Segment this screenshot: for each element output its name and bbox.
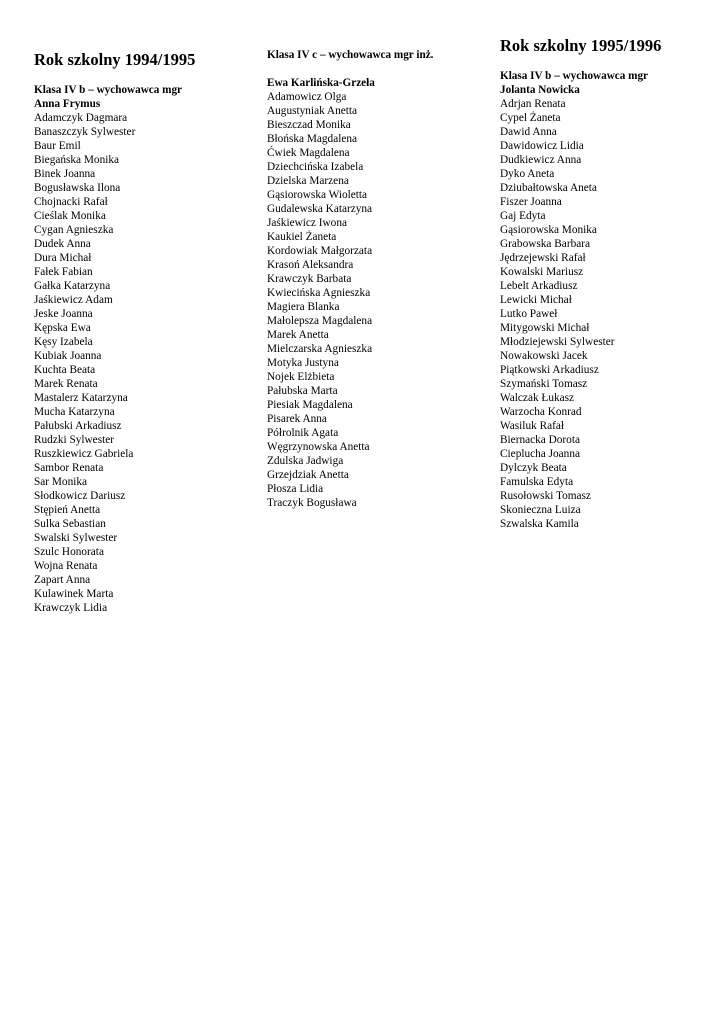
student-name: Ruszkiewicz Gabriela	[34, 448, 134, 460]
student-name: Rusołowski Tomasz	[500, 490, 591, 502]
student-name: Famulska Edyta	[500, 476, 574, 488]
student-name: Nowakowski Jacek	[500, 350, 588, 362]
student-name: Mitygowski Michał	[500, 322, 590, 334]
student-name: Dawid Anna	[500, 126, 557, 138]
student-name: Krawczyk Lidia	[34, 602, 108, 614]
student-name: Marek Anetta	[267, 329, 329, 341]
class-heading: Klasa IV b – wychowawca mgr	[34, 84, 183, 96]
student-name: Grabowska Barbara	[500, 238, 591, 250]
student-name: Dura Michał	[34, 252, 92, 264]
student-name: Słodkowicz Dariusz	[34, 490, 126, 502]
student-name: Płosza Lidia	[267, 483, 324, 495]
student-name: Pisarek Anna	[267, 413, 327, 425]
student-name: Dylczyk Beata	[500, 462, 567, 474]
student-name: Kowalski Mariusz	[500, 266, 584, 278]
student-name: Mielczarska Agnieszka	[267, 343, 373, 355]
student-name: Kęsy Izabela	[34, 336, 93, 348]
year-heading: Rok szkolny 1995/1996	[500, 36, 662, 55]
student-name: Nojek Elżbieta	[267, 371, 335, 383]
student-name: Dziubałtowska Aneta	[500, 182, 597, 194]
student-name: Chojnacki Rafał	[34, 196, 108, 208]
student-name: Cieślak Monika	[34, 210, 106, 222]
class-section-1994-ivc	[267, 48, 482, 510]
student-name: Banaszczyk Sylwester	[34, 126, 136, 138]
student-name: Lutko Paweł	[500, 308, 558, 320]
student-name: Dawidowicz Lidia	[500, 140, 584, 152]
student-name: Dyko Aneta	[500, 168, 555, 180]
student-name: Kuchta Beata	[34, 364, 96, 376]
student-name: Pałubski Arkadiusz	[34, 420, 122, 432]
student-name: Gaj Edyta	[500, 210, 546, 222]
student-name: Mucha Katarzyna	[34, 406, 115, 418]
student-name: Młodziejewski Sylwester	[500, 336, 615, 348]
student-name: Wojna Renata	[34, 560, 98, 572]
student-name: Półrolnik Agata	[267, 427, 339, 439]
student-name: Gudalewska Katarzyna	[267, 203, 373, 215]
student-name: Marek Renata	[34, 378, 98, 390]
student-name: Zdulska Jadwiga	[267, 455, 344, 467]
student-name: Kulawinek Marta	[34, 588, 114, 600]
student-name: Kępska Ewa	[34, 322, 91, 334]
student-name: Gałka Katarzyna	[34, 280, 111, 292]
student-name: Stępień Anetta	[34, 504, 101, 516]
student-name: Jaśkiewicz Iwona	[267, 217, 347, 229]
class-heading: Klasa IV b – wychowawca mgr	[500, 70, 649, 82]
teacher-name: Jolanta Nowicka	[500, 84, 580, 96]
student-name: Dudkiewicz Anna	[500, 154, 582, 166]
student-name: Krasoń Aleksandra	[267, 259, 354, 271]
student-name: Grzejdziak Anetta	[267, 469, 349, 481]
student-name: Gąsiorowska Monika	[500, 224, 597, 236]
student-name: Zapart Anna	[34, 574, 91, 586]
student-name: Jaśkiewicz Adam	[34, 294, 113, 306]
student-name: Binek Joanna	[34, 168, 96, 180]
student-name: Pałubska Marta	[267, 385, 338, 397]
student-list	[500, 97, 715, 531]
student-name: Jeske Joanna	[34, 308, 93, 320]
student-name: Jędrzejewski Rafał	[500, 252, 586, 264]
student-list	[267, 90, 482, 510]
student-name: Ćwiek Magdalena	[267, 147, 350, 159]
student-name: Biernacka Dorota	[500, 434, 580, 446]
student-name: Traczyk Bogusława	[267, 497, 357, 509]
student-name: Walczak Łukasz	[500, 392, 575, 404]
student-name: Cygan Agnieszka	[34, 224, 114, 236]
student-name: Dzielska Marzena	[267, 175, 349, 187]
teacher-name: Anna Frymus	[34, 98, 101, 110]
student-name: Bieszczad Monika	[267, 119, 351, 131]
student-name: Gąsiorowska Wioletta	[267, 189, 368, 201]
student-name: Krawczyk Barbata	[267, 273, 352, 285]
student-list	[34, 111, 244, 615]
student-name: Augustyniak Anetta	[267, 105, 358, 117]
student-name: Sar Monika	[34, 476, 88, 488]
student-name: Skonieczna Luiza	[500, 504, 581, 516]
student-name: Motyka Justyna	[267, 357, 339, 369]
student-name: Swalski Sylwester	[34, 532, 118, 544]
student-name: Cieplucha Joanna	[500, 448, 580, 460]
student-name: Biegańska Monika	[34, 154, 120, 166]
student-name: Fałek Fabian	[34, 266, 93, 278]
student-name: Wasiluk Rafał	[500, 420, 565, 432]
student-name: Szymański Tomasz	[500, 378, 588, 390]
student-name: Rudzki Sylwester	[34, 434, 115, 446]
student-name: Szulc Honorata	[34, 546, 104, 558]
student-name: Kaukiel Żaneta	[267, 231, 337, 243]
student-name: Mastalerz Katarzyna	[34, 392, 128, 404]
student-name: Sambor Renata	[34, 462, 104, 474]
student-name: Dudek Anna	[34, 238, 91, 250]
year-heading: Rok szkolny 1994/1995	[34, 50, 196, 69]
student-name: Bogusławska Ilona	[34, 182, 121, 194]
student-name: Baur Emil	[34, 140, 81, 152]
student-name: Adamczyk Dagmara	[34, 112, 128, 124]
class-heading: Klasa IV c – wychowawca mgr inż.	[267, 49, 434, 61]
student-name: Warzocha Konrad	[500, 406, 582, 418]
student-name: Lewicki Michał	[500, 294, 572, 306]
teacher-name: Ewa Karlińska-Grzeła	[267, 77, 375, 89]
student-name: Węgrzynowska Anetta	[267, 441, 370, 453]
student-name: Lebelt Arkadiusz	[500, 280, 578, 292]
student-name: Adamowicz Olga	[267, 91, 347, 103]
student-name: Fiszer Joanna	[500, 196, 562, 208]
student-name: Cypel Żaneta	[500, 112, 561, 124]
student-name: Adrjan Renata	[500, 98, 566, 110]
student-name: Kordowiak Małgorzata	[267, 245, 373, 257]
student-name: Kubiak Joanna	[34, 350, 102, 362]
student-name: Sulka Sebastian	[34, 518, 106, 530]
student-name: Szwalska Kamila	[500, 518, 579, 530]
class-section-1995-ivb	[500, 36, 715, 531]
student-name: Błońska Magdalena	[267, 133, 358, 145]
student-name: Magiera Blanka	[267, 301, 340, 313]
student-name: Dziechcińska Izabela	[267, 161, 364, 173]
student-name: Małolepsza Magdalena	[267, 315, 373, 327]
student-name: Kwiecińska Agnieszka	[267, 287, 371, 299]
student-name: Piesiak Magdalena	[267, 399, 353, 411]
class-section-1994-ivb	[34, 50, 244, 615]
student-name: Piątkowski Arkadiusz	[500, 364, 599, 376]
